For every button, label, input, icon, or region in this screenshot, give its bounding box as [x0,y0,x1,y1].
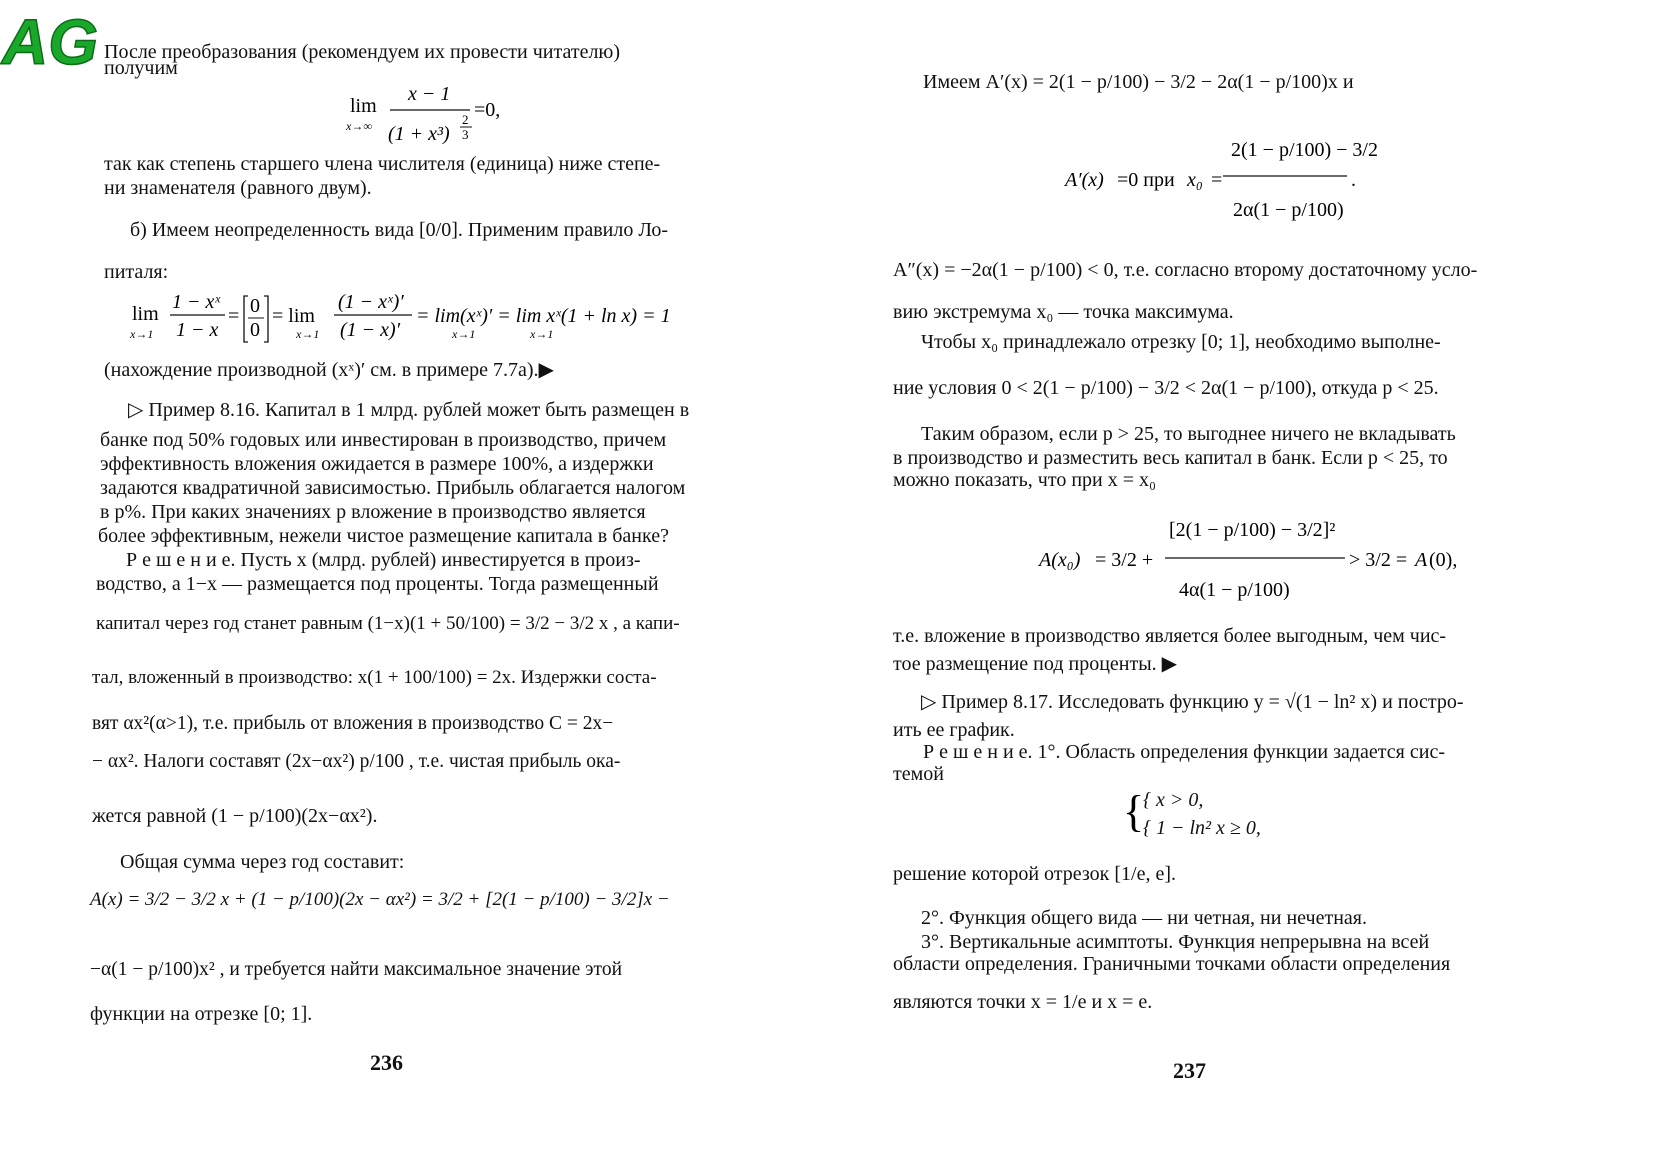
text-line: − αx². Налоги составят (2x−αx²) p/100 , т.е. чистая прибыль ока- [92,751,621,772]
text-line: капитал через год станет равным (1−x)(1 + 50/100) = 3/2 − 3/2 x , а капи- [96,613,680,634]
text-line: эффективность вложения ожидается в размере 100%, а издержки [100,453,654,475]
ag-logo [2,2,98,92]
svg-text:A′(x): A′(x) [1065,169,1104,191]
text-line: жется равной (1 − p/100)(2x−αx²). [92,805,378,827]
system-line-2: { 1 − ln² x ≥ 0, [1143,817,1261,839]
svg-text:lim: lim [132,303,159,325]
text-line: задаются квадратичной зависимостью. Прибыль облагается налогом [100,477,686,499]
text-line: получим [104,57,178,79]
svg-text:2α(1 − p/100): 2α(1 − p/100) [1233,199,1344,221]
svg-text:=: = [1211,169,1223,191]
svg-text:1 − xˣ: 1 − xˣ [172,291,221,313]
svg-text:A: A [1415,549,1428,571]
svg-text:x→∞: x→∞ [346,119,372,133]
text-line: −α(1 − p/100)x² , и требуется найти максимальное значение этой [90,959,623,980]
svg-text:{: { [1123,787,1145,836]
formula-total-sum: A(x) = 3/2 − 3/2 x + (1 − p/100)(2x − αx²) = 3/2 + [2(1 − p/100) − 3/2]x − [90,889,670,910]
svg-text:=0,: =0, [474,99,501,121]
svg-text:x→1: x→1 [530,327,554,341]
svg-text:.: . [1351,169,1356,191]
text-line: Чтобы x₀ принадлежало отрезку [0; 1], необходимо выполне- [921,331,1441,353]
text-line: более эффективным, нежели чистое размещение капитала в банке? [98,525,669,547]
text-line: т.е. вложение в производство является более выгодным, чем чис- [893,625,1447,647]
svg-text:(0),: (0), [1429,549,1458,571]
text-line: так как степень старшего члена числителя (единица) ниже степе- [104,153,661,175]
text-line: тое размещение под проценты. ▶ [893,653,1178,675]
formula-a-x0 [1039,500,1459,624]
formula-derivative: Имеем A′(x) = 2(1 − p/100) − 3/2 − 2α(1 − p/100)x и [923,71,1354,93]
page-number: 237 [1173,1058,1206,1083]
text-line: банке под 50% годовых или инвестирован в производство, причем [100,429,667,451]
svg-text:x→1: x→1 [130,327,154,341]
text-line: водство, а 1−x — размещается под проценты. Тогда размещенный [96,573,659,595]
formula-critical-point [1063,118,1383,242]
svg-text:0: 0 [250,319,260,341]
text-line: Таким образом, если p > 25, то выгоднее ничего не вкладывать [921,423,1456,445]
formula-limit-infinity [340,80,540,152]
text-line: (нахождение производной (xˣ)′ см. в примере 7.7а).▶ [104,359,554,381]
svg-text:x→1: x→1 [452,327,476,341]
svg-text:1 − x: 1 − x [176,319,219,341]
svg-text:x₀: x₀ [1187,169,1203,191]
text-line: Р е ш е н и е. 1°. Область определения функции задается сис- [923,741,1445,763]
text-line: ние условия 0 < 2(1 − p/100) − 3/2 < 2α(1 − p/100), откуда p < 25. [893,377,1439,399]
svg-text:2: 2 [462,112,469,127]
svg-text:(1 − xˣ)′: (1 − xˣ)′ [338,291,404,313]
svg-text:2(1 − p/100) − 3/2: 2(1 − p/100) − 3/2 [1231,139,1378,161]
svg-text:x→1: x→1 [296,327,320,341]
svg-text:=: = [228,305,240,327]
svg-text:lim: lim [350,95,377,117]
logo-text: AG [2,6,98,78]
formula-lhospital [130,288,710,350]
text-line: После преобразования (рекомендуем их провести читателю) [104,41,621,63]
svg-text:0: 0 [250,295,260,317]
text-line: вят αx²(α>1), т.е. прибыль от вложения в производство C = 2x− [92,713,614,734]
page-number: 236 [370,1050,403,1075]
svg-text:> 3/2 =: > 3/2 = [1349,549,1408,571]
svg-text:(1 − x)′: (1 − x)′ [340,319,401,341]
text-line: можно показать, что при x = x₀ [893,469,1156,491]
text-line: Общая сумма через год составит: [120,851,405,873]
example-heading: ▷ Пример 8.17. Исследовать функцию y = √(1 − ln² x) и постро- [921,691,1464,713]
svg-text:4α(1 − p/100): 4α(1 − p/100) [1179,579,1290,601]
svg-text:= lim(xˣ)′ = lim xˣ(1 + ln x): = lim(xˣ)′ = lim xˣ(1 + ln x) = 1 [416,305,671,327]
svg-text:3: 3 [462,127,469,142]
text-line: являются точки x = 1/e и x = e. [893,991,1153,1013]
text-line: вию экстремума x₀ — точка максимума. [893,301,1234,323]
svg-text:= 3/2 +: = 3/2 + [1095,549,1154,571]
system-line-1: { x > 0, [1143,789,1204,811]
text-line: Р е ш е н и е. Пусть x (млрд. рублей) инвестируется в произ- [126,549,641,571]
example-heading: ▷ Пример 8.16. Капитал в 1 млрд. рублей может быть размещен в [128,399,690,421]
svg-text:A(x₀): A(x₀) [1039,549,1081,571]
text-line: A″(x) = −2α(1 − p/100) < 0, т.е. согласно второму достаточному усло- [893,259,1478,281]
text-line: области определения. Граничными точками области определения [893,953,1451,975]
svg-text:=0 при: =0 при [1117,169,1175,191]
text-line: функции на отрезке [0; 1]. [90,1003,313,1025]
text-line: решение которой отрезок [1/e, e]. [893,863,1177,885]
text-line: в p%. При каких значениях p вложение в производство является [100,501,646,523]
svg-text:(1 + x³): (1 + x³) [388,123,450,145]
text-line: питаля: [104,261,169,283]
svg-text:[2(1 − p/100) − 3/2]²: [2(1 − p/100) − 3/2]² [1169,519,1336,541]
text-line: ить ее график. [893,719,1015,741]
text-line: б) Имеем неопределенность вида [0/0]. Применим правило Ло- [130,219,669,241]
text-line: тал, вложенный в производство: x(1 + 100/100) = 2x. Издержки соста- [92,667,657,688]
text-line: в производство и разместить весь капитал в банк. Если p < 25, то [893,447,1448,469]
text-line: темой [893,763,944,785]
svg-text:x − 1: x − 1 [408,83,451,105]
text-line: 2°. Функция общего вида — ни четная, ни нечетная. [921,907,1367,929]
right-page [831,0,1662,1153]
svg-text:= lim: = lim [272,305,315,327]
text-line: 3°. Вертикальные асимптоты. Функция непрерывна на всей [921,931,1430,953]
text-line: ни знаменателя (равного двум). [104,177,372,199]
